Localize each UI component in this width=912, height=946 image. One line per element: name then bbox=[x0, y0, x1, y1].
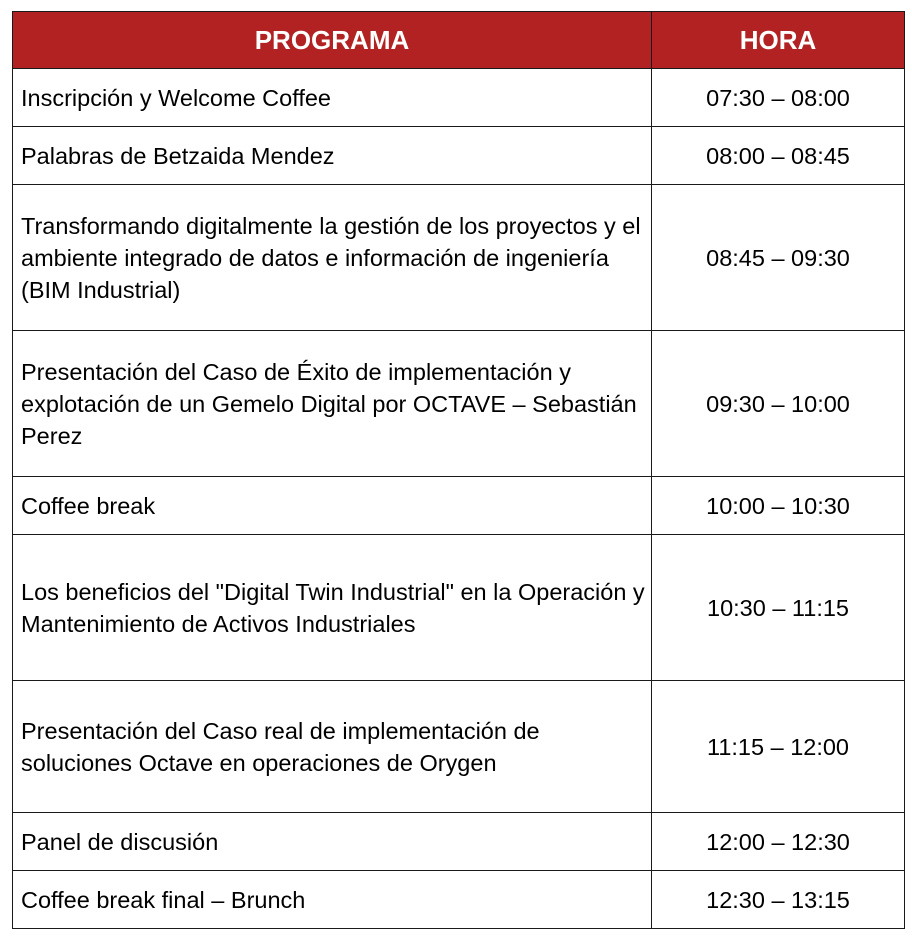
program-item: Presentación del Caso de Éxito de implementación y explotación de un Gemelo Digital por OCTAVE – Sebastián Perez bbox=[13, 331, 652, 477]
table-row bbox=[13, 185, 905, 331]
time-slot: 12:00 – 12:30 bbox=[652, 813, 905, 871]
program-item: Los beneficios del "Digital Twin Industrial" en la Operación y Mantenimiento de Activos Industriales bbox=[13, 535, 652, 681]
table-row bbox=[13, 331, 905, 477]
table-row bbox=[13, 813, 905, 871]
time-slot: 12:30 – 13:15 bbox=[652, 871, 905, 929]
program-item: Transformando digitalmente la gestión de los proyectos y el ambiente integrado de datos e información de ingeniería (BIM Industrial) bbox=[13, 185, 652, 331]
time-slot: 07:30 – 08:00 bbox=[652, 69, 905, 127]
table-row bbox=[13, 127, 905, 185]
time-slot: 10:30 – 11:15 bbox=[652, 535, 905, 681]
program-item: Panel de discusión bbox=[13, 813, 652, 871]
agenda-table bbox=[12, 11, 905, 929]
table-row bbox=[13, 477, 905, 535]
time-slot: 11:15 – 12:00 bbox=[652, 681, 905, 813]
table-row bbox=[13, 69, 905, 127]
program-item: Coffee break final – Brunch bbox=[13, 871, 652, 929]
time-slot: 09:30 – 10:00 bbox=[652, 331, 905, 477]
table-row bbox=[13, 871, 905, 929]
time-slot: 10:00 – 10:30 bbox=[652, 477, 905, 535]
program-item: Palabras de Betzaida Mendez bbox=[13, 127, 652, 185]
program-item: Presentación del Caso real de implementación de soluciones Octave en operaciones de Orygen bbox=[13, 681, 652, 813]
table-row bbox=[13, 681, 905, 813]
program-item: Coffee break bbox=[13, 477, 652, 535]
time-slot: 08:00 – 08:45 bbox=[652, 127, 905, 185]
time-slot: 08:45 – 09:30 bbox=[652, 185, 905, 331]
header-hora: HORA bbox=[652, 12, 905, 69]
header-row bbox=[13, 12, 905, 69]
table-row bbox=[13, 535, 905, 681]
header-programa: PROGRAMA bbox=[13, 12, 652, 69]
program-item: Inscripción y Welcome Coffee bbox=[13, 69, 652, 127]
